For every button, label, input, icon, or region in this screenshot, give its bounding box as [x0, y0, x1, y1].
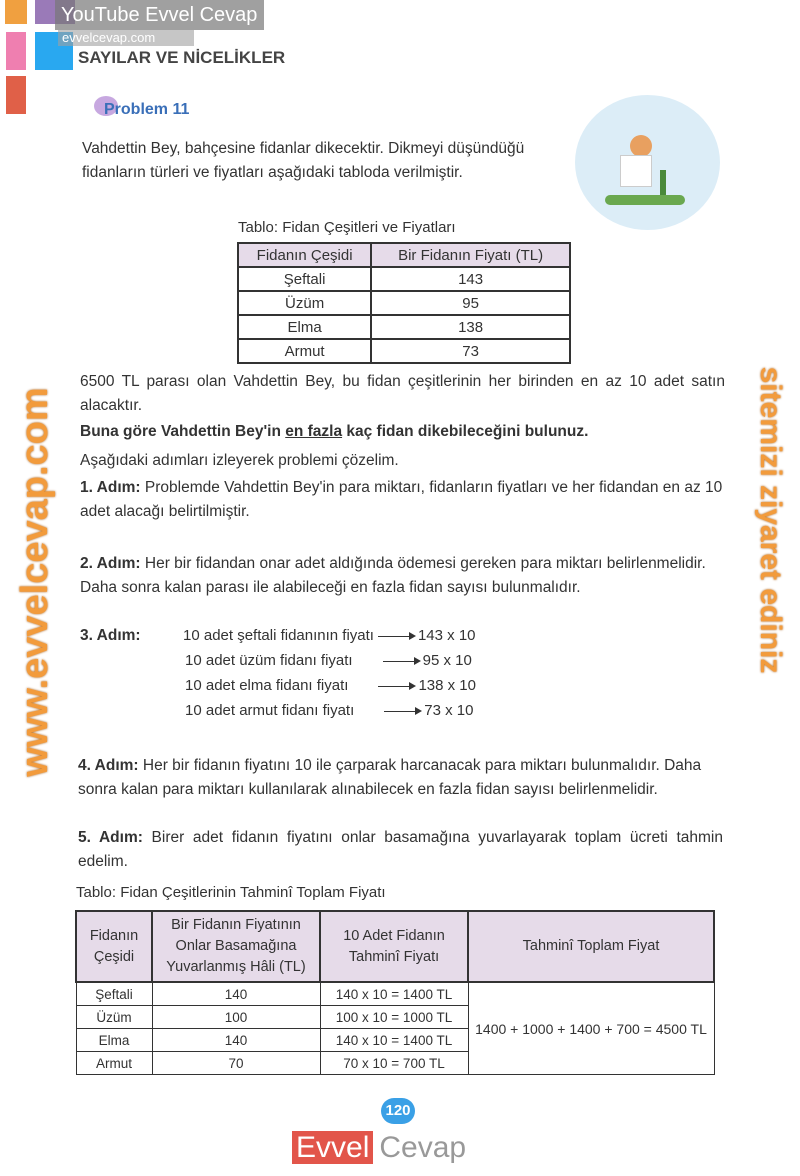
cell: 143 — [371, 267, 570, 291]
step-3-label: 3. Adım: — [80, 627, 141, 644]
step-text: Her bir fidanın fiyatını 10 ile çarparak harcanacak para miktarı bulunmalıdır. Daha sonra kalan para miktarı kullanılarak alınabilecek en fazla fidan sayısı belirlenmelidir. — [78, 757, 702, 798]
cell: Elma — [76, 1029, 152, 1052]
table-row — [238, 267, 570, 291]
arrow-icon — [378, 636, 414, 637]
step-label: 1. Adım: — [80, 479, 141, 496]
cell: Armut — [238, 339, 371, 363]
step-4 — [78, 754, 723, 802]
youtube-banner: YouTube Evvel Cevap — [55, 0, 264, 30]
cell: Şeftali — [76, 982, 152, 1006]
watermark-site: www.evvelcevap.com — [14, 387, 56, 777]
cell: Üzüm — [76, 1006, 152, 1029]
price-table — [237, 242, 571, 364]
logo-part: Evvel — [292, 1131, 373, 1164]
question-pre: Buna göre Vahdettin Bey'in — [80, 423, 286, 440]
step-label: 5. Adım: — [78, 829, 143, 846]
table-row — [238, 339, 570, 363]
corner-decoration — [6, 76, 26, 114]
col-header: Bir Fidanın Fiyatı (TL) — [371, 243, 570, 267]
cell: 100 — [152, 1006, 320, 1029]
problem-title: Problem 11 — [104, 101, 190, 118]
logo-part: Cevap — [379, 1131, 467, 1164]
cell: 70 x 10 = 700 TL — [320, 1052, 468, 1075]
chapter-title: SAYILAR VE NİCELİKLER — [78, 48, 286, 67]
cell: 100 x 10 = 1000 TL — [320, 1006, 468, 1029]
money-text: 6500 TL parası olan Vahdettin Bey, bu fidan çeşitlerinin her birinden en az 10 adet satın alacaktır. — [80, 373, 725, 414]
footer-logo — [292, 1130, 466, 1166]
cell: 70 — [152, 1052, 320, 1075]
cell: 140 — [152, 982, 320, 1006]
cell: 138 — [371, 315, 570, 339]
question-emphasis: en fazla — [285, 423, 343, 440]
estimate-table — [75, 910, 715, 1075]
gardener-illustration — [575, 95, 720, 230]
col-header: 10 Adet Fidanın Tahminî Fiyatı — [320, 911, 468, 982]
cell: 140 x 10 = 1400 TL — [320, 1029, 468, 1052]
step3-line: 10 adet üzüm fidanı fiyatı 95 x 10 — [185, 652, 472, 669]
step-2 — [80, 552, 725, 600]
page-number: 120 — [381, 1098, 415, 1124]
total-cell: 1400 + 1000 + 1400 + 700 = 4500 TL — [468, 982, 714, 1075]
step3-line: 10 adet armut fidanı fiyatı 73 x 10 — [185, 702, 474, 719]
step-label: 2. Adım: — [80, 555, 141, 572]
step-1 — [80, 476, 725, 524]
arrow-icon — [378, 686, 414, 687]
site-banner: evvelcevap.com — [58, 30, 194, 46]
step3-line: 10 adet elma fidanı fiyatı 138 x 10 — [185, 677, 476, 694]
question-post: kaç fidan dikebileceğini bulunuz. — [342, 423, 589, 440]
step-label: 4. Adım: — [78, 757, 139, 774]
table-row — [238, 291, 570, 315]
intro-text: Vahdettin Bey, bahçesine fidanlar dikecektir. Dikmeyi düşündüğü fidanların türleri ve fiyatları aşağıdaki tabloda verilmiştir. — [82, 140, 525, 181]
cell: 95 — [371, 291, 570, 315]
col-header: Fidanın Çeşidi — [238, 243, 371, 267]
col-header: Bir Fidanın Fiyatının Onlar Basamağına Yuvarlanmış Hâli (TL) — [152, 911, 320, 982]
step3-line: 10 adet şeftali fidanının fiyatı 143 x 10 — [183, 627, 476, 644]
col-header: Fidanın Çeşidi — [76, 911, 152, 982]
corner-decoration — [5, 0, 27, 24]
cell: Üzüm — [238, 291, 371, 315]
step-5 — [78, 826, 723, 874]
cell: 140 x 10 = 1400 TL — [320, 982, 468, 1006]
watermark-visit: sitemizi ziyaret ediniz — [754, 366, 787, 674]
step-text: Her bir fidandan onar adet aldığında ödemesi gereken para miktarı belirlenmelidir. Daha sonra kalan parası ile alabileceği en fazla fidan sayısı bulunmalıdır. — [80, 555, 706, 596]
step-text: Birer adet fidanın fiyatını onlar basamağına yuvarlayarak toplam ücreti tahmin edelim. — [78, 829, 723, 870]
table-row — [76, 982, 714, 1006]
arrow-icon — [383, 661, 419, 662]
cell: 73 — [371, 339, 570, 363]
question-text — [80, 420, 725, 444]
cell: Şeftali — [238, 267, 371, 291]
table2-caption: Tablo: Fidan Çeşitlerinin Tahminî Toplam Fiyatı — [76, 884, 386, 901]
cell: Elma — [238, 315, 371, 339]
corner-decoration — [6, 32, 26, 70]
lead-text: Aşağıdaki adımları izleyerek problemi çözelim. — [80, 452, 399, 469]
table-row — [238, 315, 570, 339]
step-text: Problemde Vahdettin Bey'in para miktarı, fidanların fiyatları ve her fidandan en az 10 adet alacağı belirtilmiştir. — [80, 479, 723, 520]
arrow-icon — [384, 711, 420, 712]
cell: 140 — [152, 1029, 320, 1052]
col-header: Tahminî Toplam Fiyat — [468, 911, 714, 982]
table1-caption: Tablo: Fidan Çeşitleri ve Fiyatları — [238, 219, 456, 236]
cell: Armut — [76, 1052, 152, 1075]
